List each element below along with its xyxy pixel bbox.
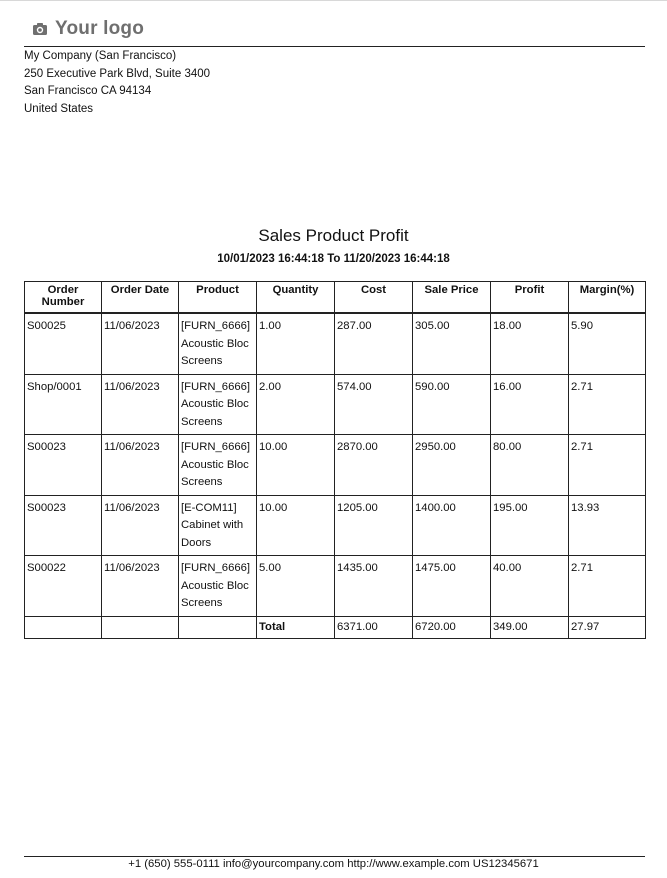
header-order-number: Order Number [25,282,102,314]
report-date-range: 10/01/2023 16:44:18 To 11/20/2023 16:44:18 [217,253,450,265]
cell-margin: 2.71 [569,374,646,435]
cell-cost: 2870.00 [335,435,413,496]
camera-icon [32,21,48,37]
cell-product: [FURN_6666] Acoustic Bloc Screens [179,435,257,496]
cell-sale-price: 1400.00 [413,495,491,556]
cell-order-date: 11/06/2023 [102,435,179,496]
company-country: United States [24,102,94,115]
table-total-row [25,616,646,639]
cell-order-number: Shop/0001 [25,374,102,435]
footer-contact: +1 (650) 555-0111 info@yourcompany.com http://www.example.com US12345671 [128,858,539,870]
cell-margin: 2.71 [569,435,646,496]
cell-cost: 1205.00 [335,495,413,556]
cell-quantity: 10.00 [257,495,335,556]
cell-margin: 5.90 [569,313,646,374]
cell-margin: 13.93 [569,495,646,556]
header-quantity: Quantity [257,282,335,314]
cell-product: [FURN_6666] Acoustic Bloc Screens [179,556,257,617]
footer-divider [24,856,645,857]
cell-quantity: 10.00 [257,435,335,496]
total-profit: 349.00 [491,616,569,639]
cell-order-date: 11/06/2023 [102,374,179,435]
header-order-date: Order Date [102,282,179,314]
cell-empty [25,616,102,639]
header-product: Product [179,282,257,314]
cell-profit: 80.00 [491,435,569,496]
table-row [25,495,646,556]
cell-product: [FURN_6666] Acoustic Bloc Screens [179,313,257,374]
cell-order-number: S00025 [25,313,102,374]
cell-sale-price: 590.00 [413,374,491,435]
company-address [24,48,210,118]
table-row [25,556,646,617]
company-logo [32,18,144,40]
sales-profit-table [24,281,646,639]
cell-sale-price: 305.00 [413,313,491,374]
cell-quantity: 5.00 [257,556,335,617]
cell-order-number: S00023 [25,435,102,496]
cell-profit: 18.00 [491,313,569,374]
cell-empty [102,616,179,639]
logo-text: Your logo [55,18,145,39]
total-sale-price: 6720.00 [413,616,491,639]
header-profit: Profit [491,282,569,314]
cell-quantity: 2.00 [257,374,335,435]
total-cost: 6371.00 [335,616,413,639]
cell-product: [E-COM11] Cabinet with Doors [179,495,257,556]
header-sale-price: Sale Price [413,282,491,314]
cell-profit: 16.00 [491,374,569,435]
cell-order-date: 11/06/2023 [102,313,179,374]
company-city: San Francisco CA 94134 [24,85,152,97]
cell-order-date: 11/06/2023 [102,556,179,617]
total-label: Total [257,616,335,639]
cell-profit: 40.00 [491,556,569,617]
cell-sale-price: 1475.00 [413,556,491,617]
cell-product: [FURN_6666] Acoustic Bloc Screens [179,374,257,435]
cell-order-date: 11/06/2023 [102,495,179,556]
table-row [25,313,646,374]
report-title: Sales Product Profit [258,226,409,245]
cell-cost: 1435.00 [335,556,413,617]
page-top-edge [0,0,667,1]
cell-quantity: 1.00 [257,313,335,374]
header-divider [24,46,645,47]
cell-cost: 574.00 [335,374,413,435]
header-margin: Margin(%) [569,282,646,314]
company-name: My Company (San Francisco) [24,50,177,62]
cell-order-number: S00023 [25,495,102,556]
cell-cost: 287.00 [335,313,413,374]
cell-sale-price: 2950.00 [413,435,491,496]
cell-empty [179,616,257,639]
table-row [25,435,646,496]
table-row [25,374,646,435]
company-street: 250 Executive Park Blvd, Suite 3400 [24,67,211,80]
table-header-row [25,282,646,314]
cell-margin: 2.71 [569,556,646,617]
total-margin: 27.97 [569,616,646,639]
header-cost: Cost [335,282,413,314]
cell-order-number: S00022 [25,556,102,617]
cell-profit: 195.00 [491,495,569,556]
